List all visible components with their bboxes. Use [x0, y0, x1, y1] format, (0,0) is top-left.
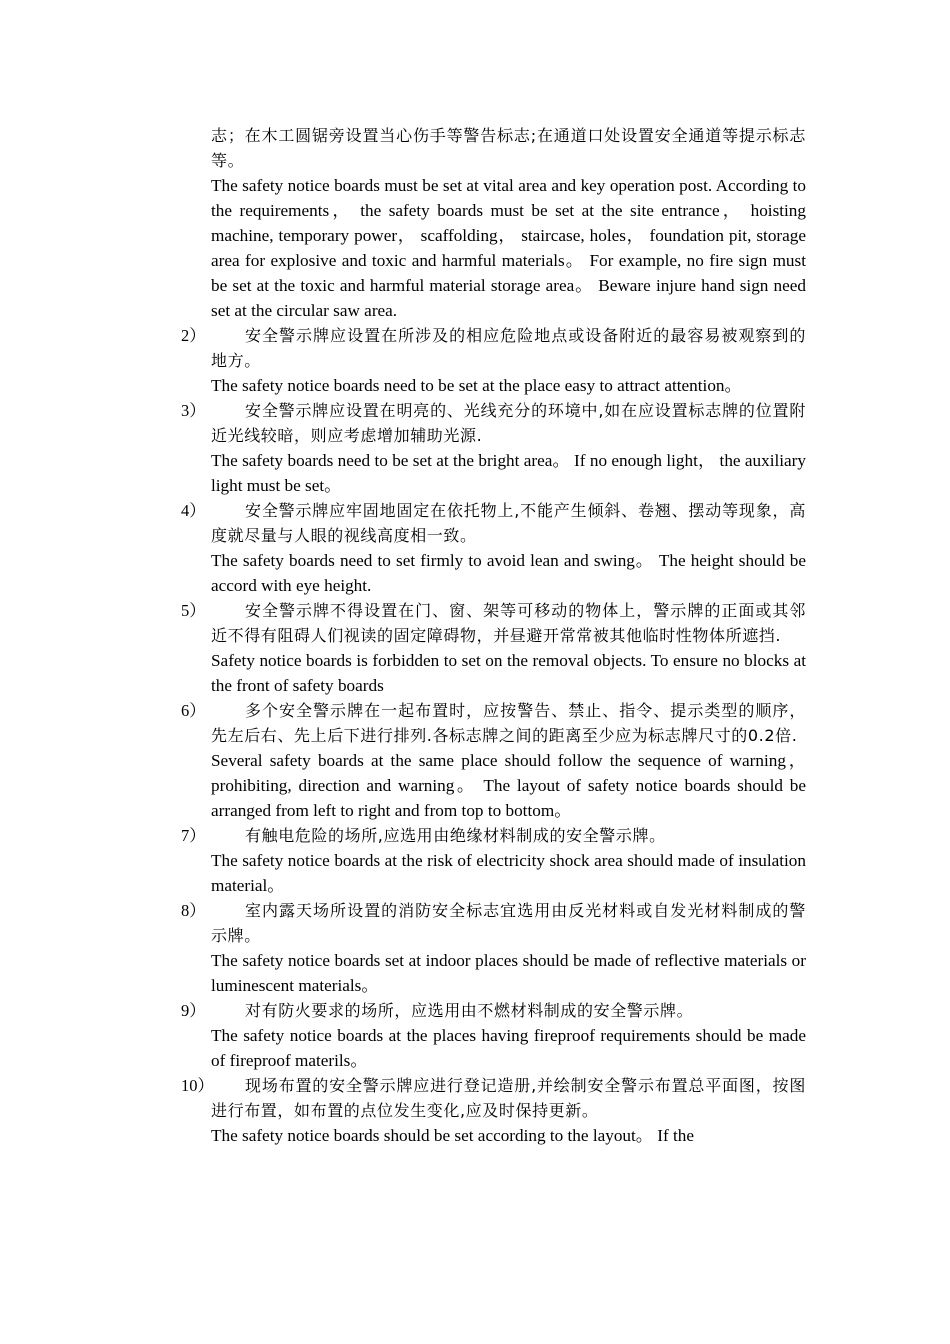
item-english-text: The safety notice boards set at indoor places should be made of reflective materials or luminescent materials。 [211, 951, 806, 995]
list-item-6 [181, 698, 806, 823]
item-chinese-text: 室内露天场所设置的消防安全标志宜选用由反光材料或自发光材料制成的警示牌。 [211, 901, 806, 945]
list-item-8 [181, 898, 806, 998]
item-english-text: The safety notice boards need to be set at the place easy to attract attention。 [211, 376, 742, 395]
list-item-4 [181, 498, 806, 598]
item-chinese-text: 安全警示牌不得设置在门、窗、架等可移动的物体上，警示牌的正面或其邻近不得有阻碍人们视读的固定障碍物，并昼避开常常被其他临时性物体所遮挡. [211, 601, 806, 645]
list-item-3 [181, 398, 806, 498]
item-english-text: The safety boards need to set firmly to avoid lean and swing。 The height should be accord with eye height. [211, 551, 806, 595]
item-chinese-text: 安全警示牌应设置在明亮的、光线充分的环境中,如在应设置标志牌的位置附近光线较暗，则应考虑增加辅助光源. [211, 401, 806, 445]
item-english-text: Safety notice boards is forbidden to set on the removal objects. To ensure no blocks at the front of safety boards [211, 651, 806, 695]
list-item-5 [181, 598, 806, 698]
item-number: 3） [181, 401, 206, 420]
document-body [181, 123, 806, 1148]
item-chinese-text: 多个安全警示牌在一起布置时，应按警告、禁止、指令、提示类型的顺序，先左后右、先上后下进行排列.各标志牌之间的距离至少应为标志牌尺寸的0.2倍. [211, 701, 806, 745]
list-item-2 [181, 323, 806, 398]
item-number: 4） [181, 501, 206, 520]
item-number: 9） [181, 1001, 206, 1020]
item-number: 2） [181, 326, 206, 345]
item-english-text: The safety boards need to be set at the bright area。 If no enough light， the auxiliary light must be set。 [211, 451, 806, 495]
item-chinese-text: 安全警示牌应牢固地固定在依托物上,不能产生倾斜、卷翘、摆动等现象，高度就尽量与人眼的视线高度相一致。 [211, 501, 806, 545]
intro-chinese-text: 志；在木工圆锯旁设置当心伤手等警告标志;在通道口处设置安全通道等提示标志等。 [211, 126, 806, 170]
item-chinese-text: 现场布置的安全警示牌应进行登记造册,并绘制安全警示布置总平面图，按图进行布置，如布置的点位发生变化,应及时保持更新。 [211, 1076, 806, 1120]
intro-english-text: The safety notice boards must be set at vital area and key operation post. According to the requirements， the safety boards must be set at the site entrance， hoisting machine, temporary power， scaffolding， staircase, holes， foundation pit, storage area for explosive and toxic and harmful materials。 For example, no fire sign must be set at the toxic and harmful material storage area。 Beware injure hand sign need set at the circular saw area. [211, 176, 806, 320]
item-english-text: Several safety boards at the same place should follow the sequence of warning， prohibiting, direction and warning。 The layout of safety notice boards should be arranged from left to right and from top to bottom。 [211, 751, 806, 820]
list-item-9 [181, 998, 806, 1073]
item-number: 7） [181, 826, 206, 845]
item-chinese-text: 对有防火要求的场所，应选用由不燃材料制成的安全警示牌。 [245, 1001, 694, 1020]
item-chinese-text: 有触电危险的场所,应选用由绝缘材料制成的安全警示牌。 [245, 826, 666, 845]
item-number: 6） [181, 701, 206, 720]
item-chinese-text: 安全警示牌应设置在所涉及的相应危险地点或设备附近的最容易被观察到的地方。 [211, 326, 806, 370]
item-english-text: The safety notice boards at the places having fireproof requirements should be made of fireproof materils。 [211, 1026, 806, 1070]
list-item-7 [181, 823, 806, 898]
item-number: 10） [181, 1076, 214, 1095]
item-number: 5） [181, 601, 206, 620]
item-english-text: The safety notice boards at the risk of electricity shock area should made of insulation material。 [211, 851, 806, 895]
item-number: 8） [181, 901, 206, 920]
list-item-10 [181, 1073, 806, 1148]
item-english-text: The safety notice boards should be set according to the layout。 If the [211, 1126, 695, 1145]
